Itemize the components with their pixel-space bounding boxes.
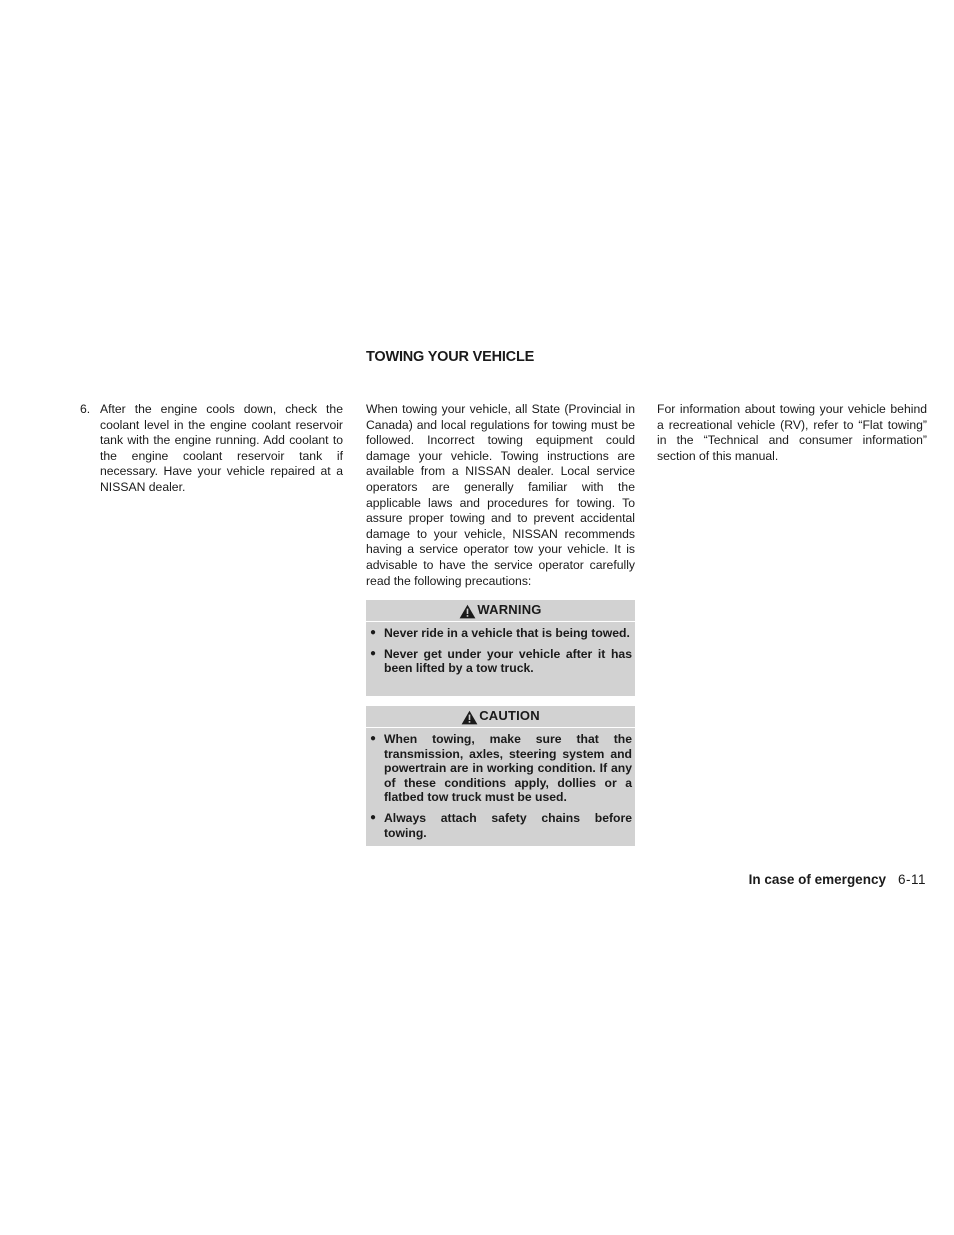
caution-item-text: When towing, make sure that the transmission, axles, steering system and powertrain are in working condition. If any of these conditions apply, dollies or a flatbed tow truck must be used. (384, 732, 632, 805)
bullet-icon: ● (370, 811, 377, 823)
bullet-icon: ● (370, 647, 377, 659)
warning-item (369, 647, 632, 676)
right-column (657, 402, 927, 464)
warning-item (369, 626, 632, 641)
caution-item-text: Always attach safety chains before towing. (384, 810, 632, 840)
warning-title: WARNING (477, 602, 542, 618)
warning-item-text: Never get under your vehicle after it has been lifted by a tow truck. (384, 646, 632, 676)
warning-list (366, 622, 635, 676)
warning-box (366, 600, 635, 696)
caution-title: CAUTION (479, 708, 540, 724)
page-number: 6-11 (897, 872, 926, 887)
caution-list (366, 728, 635, 840)
step-number: 6. (80, 402, 91, 416)
bullet-icon: ● (370, 733, 377, 744)
caution-header (366, 706, 635, 728)
bullet-icon: ● (370, 627, 377, 638)
warning-item-text: Never ride in a vehicle that is being towed. (384, 626, 630, 640)
caution-item (369, 811, 632, 840)
section-title: TOWING YOUR VEHICLE (366, 349, 535, 365)
page-footer (749, 872, 926, 887)
warning-triangle-icon (459, 604, 476, 619)
caution-box (366, 706, 635, 846)
flat-towing-reference: For information about towing your vehicle behind a recreational vehicle (RV), refer to “Flat towing” in the “Technical and consumer information” section of this manual. (657, 402, 927, 463)
warning-header (366, 600, 635, 622)
numbered-step (80, 402, 343, 496)
left-column (80, 402, 343, 496)
caution-item (369, 732, 632, 805)
warning-triangle-icon (461, 710, 478, 725)
middle-column (366, 402, 635, 589)
step-text: After the engine cools down, check the coolant level in the engine coolant reservoir tank with the engine running. Add coolant to the engine coolant reservoir tank if necessary. Have your vehicle repaired at a NISSAN dealer. (100, 402, 343, 494)
footer-section-name: In case of emergency (748, 872, 886, 887)
towing-intro-paragraph: When towing your vehicle, all State (Provincial in Canada) and local regulations for towing must be followed. Incorrect towing equipment could damage your vehicle. Towing instructions are available from a NISSAN dealer. Local service operators are generally familiar with the applicable laws and procedures for towing. To assure proper towing and to prevent accidental damage to your vehicle, NISSAN recommends having a service operator tow your vehicle. It is advisable to have the service operator carefully read the following precautions: (366, 402, 635, 588)
